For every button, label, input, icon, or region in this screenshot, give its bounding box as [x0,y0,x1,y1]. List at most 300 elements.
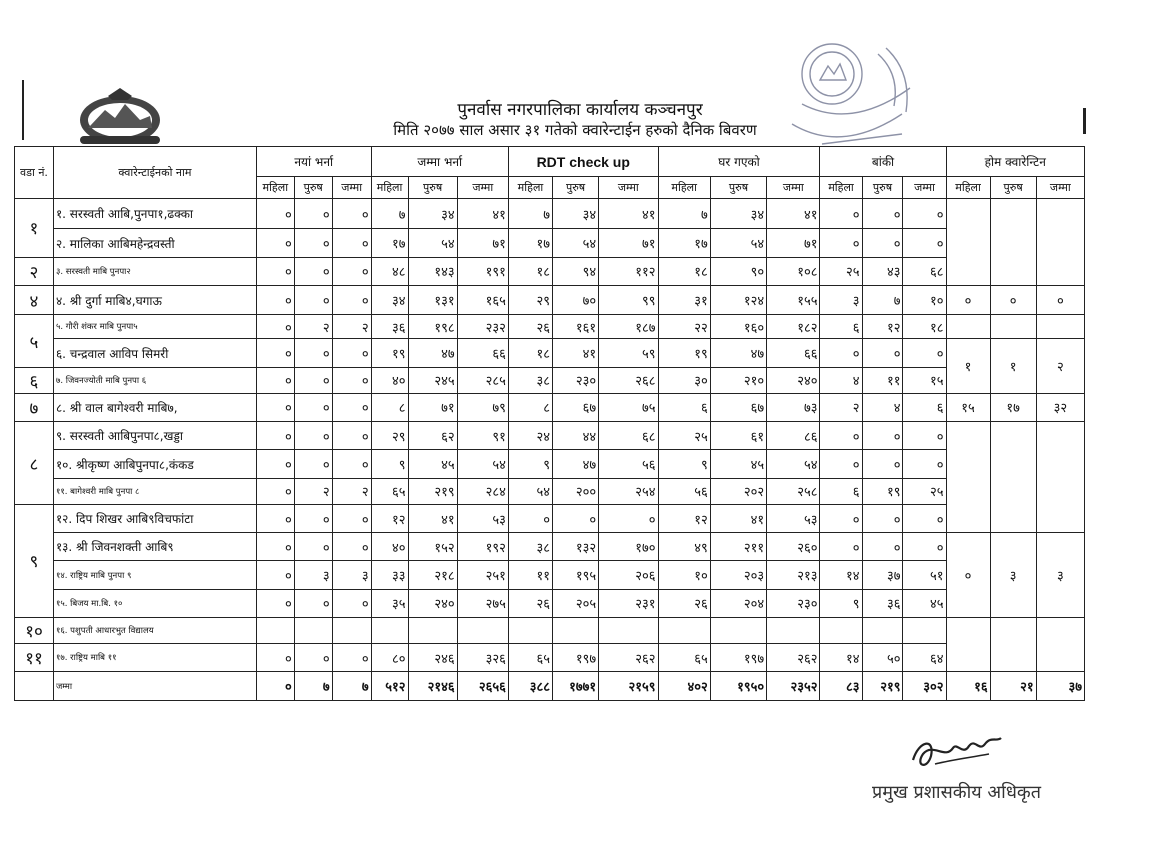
count-cell [457,618,508,644]
count-cell: ० [553,504,599,532]
table-row [15,257,1085,285]
count-cell: २२ [658,315,710,339]
count-cell: ० [332,644,371,672]
sub-header: पुरुष [990,177,1036,199]
table-row [15,504,1085,532]
quarantine-name: १७. राष्ट्रिय माबि ११ [53,644,256,672]
total-cell: ३८८ [508,672,552,701]
count-cell: १९२ [457,533,508,561]
table-row [15,533,1085,561]
count-cell: ३ [294,561,332,589]
count-cell: २०३ [710,561,766,589]
count-cell: ५४ [457,450,508,478]
count-cell: ६७ [710,393,766,421]
count-cell: १८ [508,339,552,367]
ward-number: ८ [15,422,54,505]
count-cell: ६८ [903,257,946,285]
signature-icon [905,730,1015,776]
count-cell: २१९ [408,478,457,504]
count-cell: ५४ [553,229,599,257]
total-cell: ० [256,672,294,701]
count-cell: ७९ [457,393,508,421]
count-cell: ६ [820,478,862,504]
sub-header: महिला [658,177,710,199]
count-cell: १८७ [599,315,658,339]
group-header-remaining: बांकी [820,147,946,177]
count-cell: ७० [553,286,599,315]
count-cell: २३० [767,589,820,617]
table-row [15,478,1085,504]
quarantine-name: २. मालिका आबिमहेन्द्रवस्ती [53,229,256,257]
count-cell: ४७ [710,339,766,367]
count-cell: ५४ [408,229,457,257]
count-cell [820,618,862,644]
count-cell: २४० [767,367,820,393]
count-cell: ० [508,504,552,532]
total-cell: २३५२ [767,672,820,701]
count-cell: २८४ [457,478,508,504]
count-cell: ३३ [371,561,408,589]
quarantine-name: १२. दिप शिखर आबि९विचफांटा [53,504,256,532]
home-quarantine-cell [1036,618,1084,672]
table-row [15,339,1085,367]
count-cell: २५४ [599,478,658,504]
count-cell: ४७ [408,339,457,367]
table-row [15,286,1085,315]
count-cell: ९ [820,589,862,617]
count-cell: ४७ [553,450,599,478]
quarantine-name: ९. सरस्वती आबिपुनपा८,खड्डा [53,422,256,450]
home-quarantine-cell [990,618,1036,672]
count-cell: २१८ [408,561,457,589]
table-row [15,618,1085,644]
count-cell: ० [294,422,332,450]
count-cell: ० [332,393,371,421]
ward-header: वडा नं. [15,147,54,199]
count-cell: २०० [553,478,599,504]
quarantine-name: ६. चन्द्रवाल आविप सिमरी [53,339,256,367]
count-cell [862,618,903,644]
count-cell [408,618,457,644]
home-quarantine-cell [990,422,1036,533]
quarantine-name: ७. जिवनज्योती माबि पुनपा ६ [53,367,256,393]
quarantine-name: १३. श्री जिवनशक्ती आबि९ [53,533,256,561]
count-cell: २ [820,393,862,421]
sub-header: महिला [820,177,862,199]
totals-row [15,672,1085,701]
count-cell: ६५ [371,478,408,504]
count-cell: १९ [658,339,710,367]
name-header: क्वारेन्टाईनको नाम [53,147,256,199]
sub-header: पुरुष [408,177,457,199]
count-cell: २५१ [457,561,508,589]
count-cell: २६ [508,315,552,339]
count-cell: १९ [862,478,903,504]
count-cell: ० [294,367,332,393]
nepal-emblem-icon [70,86,170,148]
count-cell: २०४ [710,589,766,617]
count-cell: ८६ [767,422,820,450]
group-header-rdt: RDT check up [508,147,658,177]
home-quarantine-cell: ० [946,286,990,315]
count-cell: ० [903,450,946,478]
count-cell: ४५ [903,589,946,617]
count-cell: २ [294,478,332,504]
count-cell: ५३ [767,504,820,532]
quarantine-name: १. सरस्वती आबि,पुनपा१,ढक्का [53,199,256,229]
count-cell: ० [903,504,946,532]
count-cell: ० [332,589,371,617]
count-cell: ० [294,393,332,421]
count-cell: ६ [820,315,862,339]
count-cell: ० [332,286,371,315]
count-cell: ४१ [710,504,766,532]
count-cell: २१३ [767,561,820,589]
count-cell: ० [294,589,332,617]
quarantine-name: ५. गौरी शंकर माबि पुनपा५ [53,315,256,339]
count-cell: ४१ [599,199,658,229]
count-cell: ० [862,339,903,367]
table-row [15,199,1085,229]
home-quarantine-cell [1036,422,1084,533]
count-cell: ७१ [457,229,508,257]
office-seal-icon [782,34,932,159]
count-cell: ९९ [599,286,658,315]
count-cell: ६६ [457,339,508,367]
quarantine-name: १४. राष्ट्रिय माबि पुनपा ९ [53,561,256,589]
count-cell: ५१ [903,561,946,589]
total-cell: ३७ [1036,672,1084,701]
total-cell: १९५० [710,672,766,701]
count-cell: १० [658,561,710,589]
count-cell: १५२ [408,533,457,561]
count-cell: ० [332,504,371,532]
group-header-new-admission: नयां भर्ना [256,147,371,177]
count-cell: १८२ [767,315,820,339]
count-cell: ० [294,286,332,315]
total-cell: १७७१ [553,672,599,701]
count-cell: ३० [658,367,710,393]
count-cell: २६२ [767,644,820,672]
count-cell: ३२६ [457,644,508,672]
count-cell: ४१ [457,199,508,229]
total-cell: १६ [946,672,990,701]
total-cell: २१९ [862,672,903,701]
table-row [15,450,1085,478]
count-cell: ३५ [371,589,408,617]
total-cell: ८३ [820,672,862,701]
count-cell: १८ [903,315,946,339]
sub-header: महिला [256,177,294,199]
count-cell: ० [294,450,332,478]
count-cell: ६७ [553,393,599,421]
count-cell: ६ [903,393,946,421]
count-cell: ४१ [553,339,599,367]
home-quarantine-cell: १७ [990,393,1036,421]
count-cell: १०८ [767,257,820,285]
count-cell: ९४ [553,257,599,285]
count-cell [294,618,332,644]
count-cell: १९५ [553,561,599,589]
count-cell: १९ [371,339,408,367]
count-cell: ० [903,229,946,257]
count-cell: ० [820,533,862,561]
count-cell: ० [294,504,332,532]
count-cell: ५४ [767,450,820,478]
home-quarantine-cell [1036,199,1084,286]
count-cell: ४३ [862,257,903,285]
totals-label: जम्मा [53,672,256,701]
count-cell: ११ [862,367,903,393]
home-quarantine-cell [1036,315,1084,339]
count-cell: २ [332,478,371,504]
home-quarantine-cell: १५ [946,393,990,421]
count-cell: ६२ [408,422,457,450]
count-cell: १६० [710,315,766,339]
total-cell: २१ [990,672,1036,701]
count-cell: २८५ [457,367,508,393]
table-row [15,561,1085,589]
count-cell: १६१ [553,315,599,339]
count-cell: ८० [371,644,408,672]
count-cell: ३४ [553,199,599,229]
count-cell: १७० [599,533,658,561]
group-header-home-quarantine: होम क्वारेन्टिन [946,147,1084,177]
count-cell: ६६ [767,339,820,367]
count-cell: ८ [508,393,552,421]
count-cell: ० [256,229,294,257]
home-quarantine-cell: १ [990,339,1036,393]
count-cell: २६० [767,533,820,561]
count-cell: ७ [862,286,903,315]
count-cell: ७ [658,199,710,229]
count-cell: २३१ [599,589,658,617]
count-cell: ५३ [457,504,508,532]
count-cell: ० [332,422,371,450]
count-cell: ५० [862,644,903,672]
count-cell: १३२ [553,533,599,561]
document-header [300,100,860,140]
count-cell: ५४ [508,478,552,504]
count-cell: २६२ [599,644,658,672]
count-cell: १४ [820,644,862,672]
count-cell: ६ [658,393,710,421]
count-cell: ४४ [553,422,599,450]
count-cell: ४० [371,533,408,561]
count-cell: ४१ [408,504,457,532]
count-cell: ० [256,533,294,561]
count-cell: ४० [371,367,408,393]
count-cell: ० [294,229,332,257]
count-cell [658,618,710,644]
home-quarantine-cell: ० [1036,286,1084,315]
sub-header: पुरुष [862,177,903,199]
count-cell: ३६ [371,315,408,339]
count-cell: ० [256,286,294,315]
sub-header: महिला [508,177,552,199]
count-cell: ७५ [599,393,658,421]
count-cell: ३४ [408,199,457,229]
ward-number: १० [15,618,54,644]
count-cell: ० [903,199,946,229]
count-cell: १७ [658,229,710,257]
count-cell: १९१ [457,257,508,285]
count-cell: १९७ [710,644,766,672]
count-cell: ० [332,367,371,393]
total-cell: ५१२ [371,672,408,701]
count-cell: ७१ [408,393,457,421]
quarantine-name: १६. पशुपती आधारभुत विद्यालय [53,618,256,644]
group-header-total-admission: जम्मा भर्ना [371,147,508,177]
count-cell: ० [820,450,862,478]
count-cell: ० [903,339,946,367]
sub-header: जम्मा [903,177,946,199]
count-cell: २४ [508,422,552,450]
count-cell: ० [862,199,903,229]
home-quarantine-cell: २ [1036,339,1084,393]
home-quarantine-cell [946,315,990,339]
total-cell: २१५९ [599,672,658,701]
total-cell: २१४६ [408,672,457,701]
count-cell: १९८ [408,315,457,339]
count-cell: ० [256,315,294,339]
count-cell: १३१ [408,286,457,315]
count-cell: ७१ [599,229,658,257]
home-quarantine-cell [946,199,990,286]
count-cell: ३४ [371,286,408,315]
count-cell: २५ [658,422,710,450]
count-cell: १९७ [553,644,599,672]
count-cell [767,618,820,644]
count-cell: २९ [508,286,552,315]
count-cell: २११ [710,533,766,561]
count-cell: १२४ [710,286,766,315]
home-quarantine-cell [946,618,990,672]
count-cell: ० [820,199,862,229]
count-cell: ६५ [508,644,552,672]
table-row [15,393,1085,421]
count-cell: २६ [508,589,552,617]
count-cell: १० [903,286,946,315]
count-cell: ० [294,533,332,561]
count-cell: ० [256,589,294,617]
quarantine-name: ८. श्री वाल बागेश्वरी माबि७, [53,393,256,421]
count-cell: ० [862,229,903,257]
count-cell: २६ [658,589,710,617]
count-cell: ० [820,422,862,450]
count-cell: १७ [508,229,552,257]
count-cell: २७५ [457,589,508,617]
count-cell: ० [332,339,371,367]
total-cell: ७ [332,672,371,701]
count-cell: ० [294,257,332,285]
ward-number: ६ [15,367,54,393]
count-cell: ० [332,533,371,561]
count-cell: २०६ [599,561,658,589]
count-cell [332,618,371,644]
count-cell: ० [256,199,294,229]
count-cell: ० [332,199,371,229]
count-cell: ५६ [599,450,658,478]
count-cell: ० [294,199,332,229]
count-cell: १४३ [408,257,457,285]
count-cell: ७ [508,199,552,229]
count-cell: १२ [862,315,903,339]
count-cell: २४० [408,589,457,617]
count-cell: ४५ [710,450,766,478]
sub-header: महिला [946,177,990,199]
count-cell: ० [820,229,862,257]
count-cell [553,618,599,644]
count-cell: ० [332,450,371,478]
home-quarantine-cell: ० [946,533,990,618]
count-cell: २९ [371,422,408,450]
count-cell: ९१ [457,422,508,450]
count-cell: २ [332,315,371,339]
home-quarantine-cell [990,199,1036,286]
quarantine-table [14,146,1085,701]
home-quarantine-cell [990,315,1036,339]
count-cell: १७ [371,229,408,257]
count-cell: ० [862,504,903,532]
count-cell: २५ [820,257,862,285]
sub-header: जम्मा [332,177,371,199]
group-header-discharged: घर गएको [658,147,820,177]
count-cell: २०२ [710,478,766,504]
table-row [15,422,1085,450]
ward-number: ९ [15,504,54,617]
sub-header: पुरुष [710,177,766,199]
sub-header: महिला [371,177,408,199]
report-subtitle: मिति २०७७ साल असार ३१ गतेको क्वारेन्टाईन हरुको दैनिक बिवरण [393,121,757,139]
count-cell: २१० [710,367,766,393]
home-quarantine-cell: ३२ [1036,393,1084,421]
count-cell: ७३ [767,393,820,421]
sub-header: जम्मा [457,177,508,199]
count-cell: २३० [553,367,599,393]
count-cell: १५५ [767,286,820,315]
count-cell: ८ [371,393,408,421]
home-quarantine-cell: ३ [1036,533,1084,618]
quarantine-name: १५. बिजय मा.बि. १० [53,589,256,617]
count-cell: ४१ [767,199,820,229]
count-cell: ० [256,339,294,367]
count-cell: ० [256,478,294,504]
count-cell: ० [256,504,294,532]
ward-number: ७ [15,393,54,421]
count-cell: ० [256,367,294,393]
count-cell: ० [903,533,946,561]
count-cell: ९ [658,450,710,478]
count-cell: ५४ [710,229,766,257]
margin-rule [1083,108,1086,134]
quarantine-name: १०. श्रीकृष्ण आबिपुनपा८,कंकड [53,450,256,478]
table-row [15,229,1085,257]
ward-number: १ [15,199,54,258]
count-cell [599,618,658,644]
count-cell: ५९ [599,339,658,367]
count-cell: १४ [820,561,862,589]
total-cell: २६५६ [457,672,508,701]
count-cell [903,618,946,644]
ward-number: २ [15,257,54,285]
count-cell: ३ [332,561,371,589]
home-quarantine-cell: १ [946,339,990,393]
quarantine-name: ११. बागेश्वरी माबि पुनपा ८ [53,478,256,504]
count-cell: ३७ [862,561,903,589]
total-cell: ७ [294,672,332,701]
count-cell: २५ [903,478,946,504]
